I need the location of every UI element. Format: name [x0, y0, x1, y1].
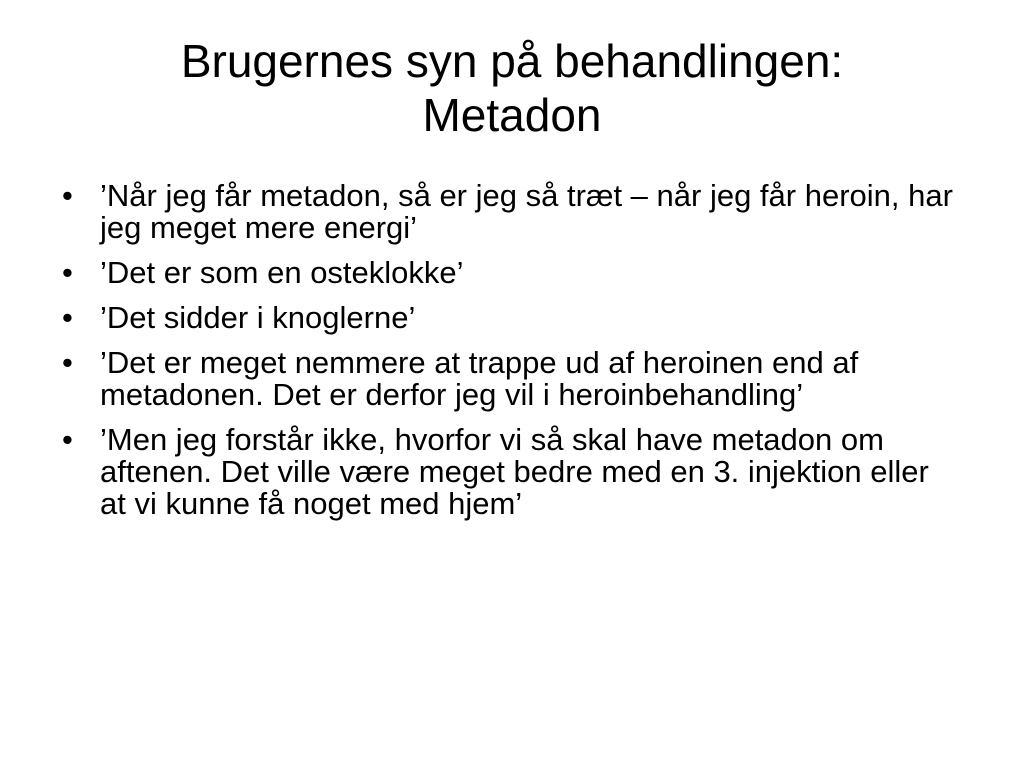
slide-title-line-2: Metadon — [422, 89, 602, 141]
bullet-item-1 — [62, 180, 962, 244]
bullet-text-5: ’Men jeg forstår ikke, hvorfor vi så skal have metadon om aftenen. Det ville være meget bedre med en 3. injektion eller at vi kunne få noget med hjem’ — [100, 422, 929, 521]
bullet-item-2 — [62, 257, 962, 289]
bullet-icon: • — [62, 178, 73, 213]
slide-title-line-1: Brugernes syn på behandlingen: — [180, 35, 844, 87]
bullet-item-5 — [62, 424, 962, 520]
bullet-list — [62, 180, 962, 533]
bullet-icon: • — [62, 255, 73, 290]
bullet-item-3 — [62, 302, 962, 334]
bullet-icon: • — [62, 300, 73, 335]
bullet-item-4 — [62, 347, 962, 411]
slide-title — [60, 34, 964, 142]
bullet-icon: • — [62, 345, 73, 380]
bullet-text-2: ’Det er som en osteklokke’ — [100, 255, 464, 290]
bullet-text-3: ’Det sidder i knoglerne’ — [100, 300, 416, 335]
bullet-text-1: ’Når jeg får metadon, så er jeg så træt – når jeg får heroin, har jeg meget mere energi’ — [100, 178, 953, 245]
bullet-icon: • — [62, 422, 73, 457]
bullet-text-4: ’Det er meget nemmere at trappe ud af heroinen end af metadonen. Det er derfor jeg vil i heroinbehandling’ — [100, 345, 859, 412]
